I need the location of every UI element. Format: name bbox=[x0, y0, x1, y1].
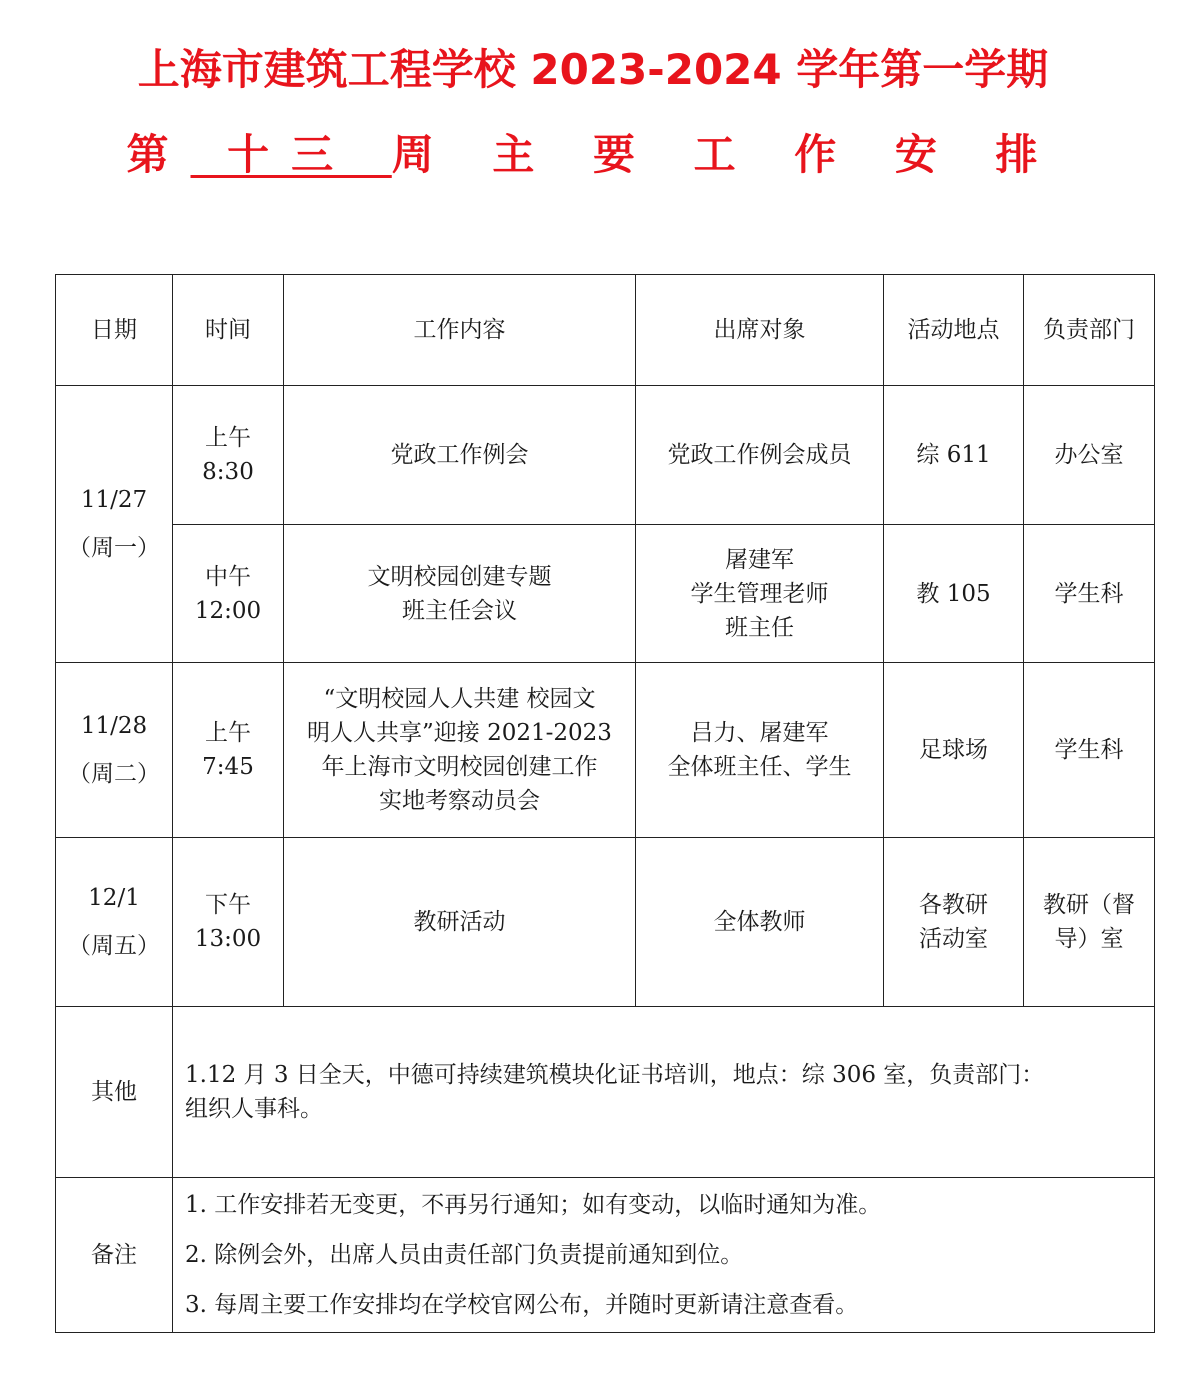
header-date: 日期 bbox=[56, 275, 173, 386]
other-row bbox=[56, 1007, 1155, 1178]
attendees-cell bbox=[636, 525, 884, 663]
time-period: 上午 bbox=[205, 425, 251, 451]
attendees-line: 全体教师 bbox=[713, 909, 806, 935]
header-content: 工作内容 bbox=[284, 275, 636, 386]
attendees-cell bbox=[636, 386, 884, 525]
time-cell bbox=[173, 386, 284, 525]
location-line: 各教研 bbox=[919, 892, 988, 918]
location-cell bbox=[884, 838, 1024, 1007]
date-cell bbox=[56, 386, 173, 663]
other-line: 1.12 月 3 日全天，中德可持续建筑模块化证书培训，地点：综 306 室，负责部门： bbox=[185, 1062, 1045, 1088]
table-row bbox=[56, 838, 1155, 1007]
content-line: 班主任会议 bbox=[402, 597, 517, 624]
week-number: 十三 bbox=[190, 130, 392, 179]
date-cell bbox=[56, 663, 173, 838]
document-subtitle bbox=[0, 125, 1186, 185]
attendees-cell bbox=[636, 663, 884, 838]
content-line: 实地考察动员会 bbox=[379, 788, 540, 814]
time-clock: 13:00 bbox=[194, 926, 262, 952]
attendees-cell bbox=[636, 838, 884, 1007]
dept-cell bbox=[1024, 663, 1155, 838]
dept-line: 办公室 bbox=[1054, 442, 1124, 468]
location-cell bbox=[884, 525, 1024, 663]
dept-line: 学生科 bbox=[1054, 580, 1124, 607]
other-content bbox=[173, 1007, 1155, 1178]
header-dept: 负责部门 bbox=[1024, 275, 1155, 386]
content-line: “文明校园人人共建 校园文 bbox=[323, 686, 596, 712]
weekday-text: （周五） bbox=[68, 933, 160, 959]
header-location: 活动地点 bbox=[884, 275, 1024, 386]
dept-line: 教研（督 bbox=[1043, 892, 1135, 918]
other-line: 组织人事科。 bbox=[185, 1096, 323, 1122]
content-line: 教研活动 bbox=[413, 909, 506, 935]
dept-line: 导）室 bbox=[1054, 926, 1124, 952]
dept-cell bbox=[1024, 838, 1155, 1007]
date-text: 11/27 bbox=[80, 487, 148, 513]
dept-line: 学生科 bbox=[1054, 737, 1124, 763]
header-row bbox=[56, 275, 1155, 386]
time-clock: 7:45 bbox=[202, 754, 254, 780]
location-line: 活动室 bbox=[919, 926, 988, 952]
date-text: 11/28 bbox=[80, 713, 148, 739]
time-period: 上午 bbox=[205, 720, 251, 746]
content-line: 年上海市文明校园创建工作 bbox=[321, 754, 598, 780]
notes-content bbox=[173, 1178, 1155, 1333]
attendees-line: 学生管理老师 bbox=[690, 580, 829, 607]
location-cell bbox=[884, 663, 1024, 838]
content-cell bbox=[284, 838, 636, 1007]
location-line: 足球场 bbox=[919, 737, 988, 763]
weekday-text: （周二） bbox=[68, 761, 160, 787]
time-clock: 8:30 bbox=[202, 459, 254, 485]
note-item: 2. 除例会外，出席人员由责任部门负责提前通知到位。 bbox=[185, 1242, 744, 1268]
content-cell bbox=[284, 386, 636, 525]
location-line: 综 611 bbox=[916, 442, 991, 468]
other-label: 其他 bbox=[56, 1007, 173, 1178]
table-row bbox=[56, 663, 1155, 838]
attendees-line: 班主任 bbox=[725, 614, 794, 641]
content-cell bbox=[284, 663, 636, 838]
header-attendees: 出席对象 bbox=[636, 275, 884, 386]
content-line: 文明校园创建专题 bbox=[367, 563, 552, 590]
dept-cell bbox=[1024, 525, 1155, 663]
location-cell bbox=[884, 386, 1024, 525]
content-line: 党政工作例会 bbox=[390, 442, 529, 468]
attendees-line: 屠建军 bbox=[725, 546, 794, 573]
attendees-line: 吕力、屠建军 bbox=[690, 720, 829, 746]
time-cell bbox=[173, 838, 284, 1007]
note-item: 1. 工作安排若无变更，不再另行通知；如有变动，以临时通知为准。 bbox=[185, 1192, 882, 1218]
subtitle-suffix: 周 主 要 工 作 安 排 bbox=[391, 130, 1060, 179]
header-time: 时间 bbox=[173, 275, 284, 386]
note-item: 3. 每周主要工作安排均在学校官网公布，并随时更新请注意查看。 bbox=[185, 1292, 859, 1318]
subtitle-prefix: 第 bbox=[126, 130, 191, 179]
weekday-text: （周一） bbox=[68, 535, 160, 561]
location-line: 教 105 bbox=[916, 580, 991, 607]
notes-label: 备注 bbox=[56, 1178, 173, 1333]
time-period: 下午 bbox=[205, 892, 251, 918]
table-row bbox=[56, 386, 1155, 525]
time-period: 中午 bbox=[205, 563, 251, 590]
content-line: 明人人共享”迎接 2021-2023 bbox=[307, 720, 612, 746]
time-cell bbox=[173, 663, 284, 838]
notes-row bbox=[56, 1178, 1155, 1333]
content-cell bbox=[284, 525, 636, 663]
dept-cell bbox=[1024, 386, 1155, 525]
time-cell bbox=[173, 525, 284, 663]
time-clock: 12:00 bbox=[194, 597, 262, 624]
date-cell bbox=[56, 838, 173, 1007]
schedule-table bbox=[55, 274, 1155, 1333]
document-title: 上海市建筑工程学校 2023-2024 学年第一学期 bbox=[137, 45, 1049, 94]
attendees-line: 党政工作例会成员 bbox=[667, 442, 852, 468]
table-row bbox=[56, 525, 1155, 663]
attendees-line: 全体班主任、学生 bbox=[667, 754, 852, 780]
date-text: 12/1 bbox=[88, 885, 140, 911]
